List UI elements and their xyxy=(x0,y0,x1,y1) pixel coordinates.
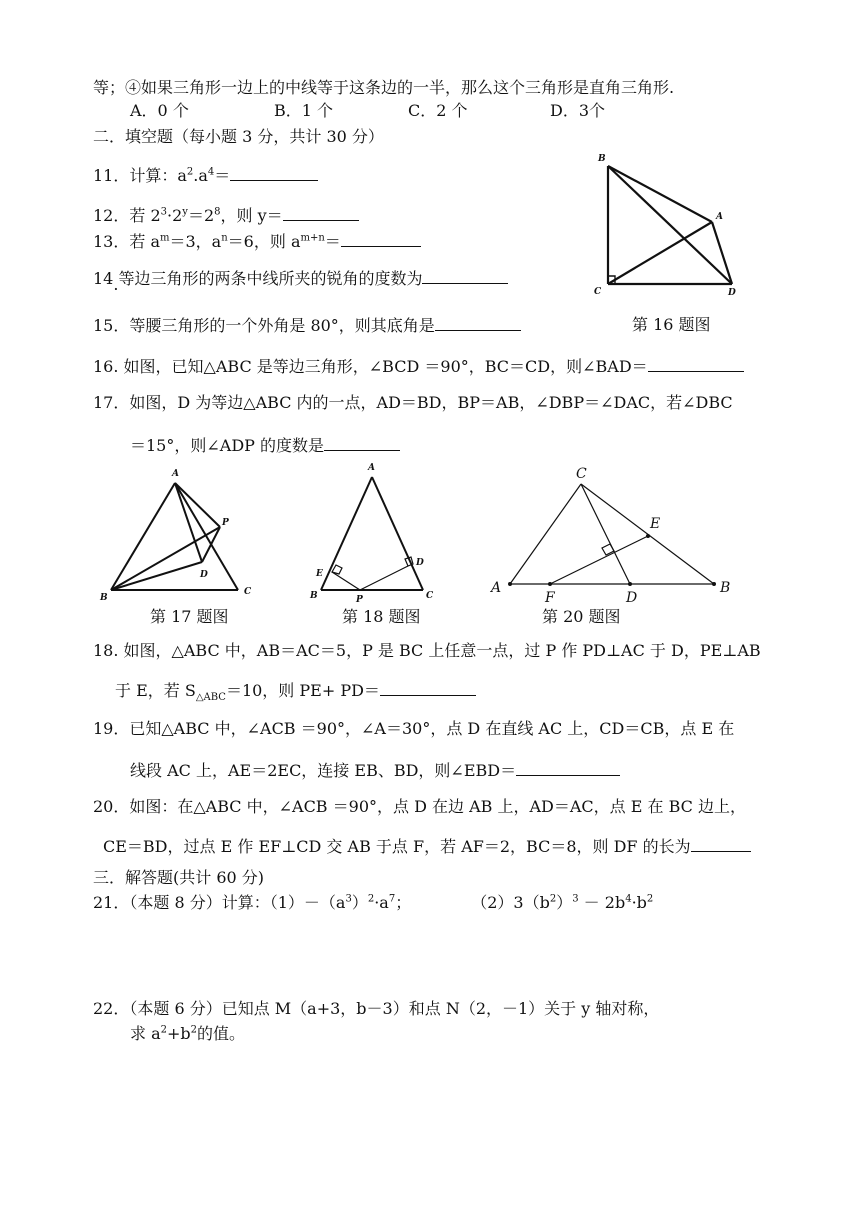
section-3-heading: 三．解答题(共计 60 分) xyxy=(93,868,265,887)
answer-blank xyxy=(422,268,508,284)
answer-blank xyxy=(380,680,476,696)
question-21: 21．（本题 8 分）计算：$(1)-(a^3)^2\cdot a^7$； $(2)3(b^2)^3 - 2b^4\cdot b^2$ xyxy=(93,893,654,912)
label-b: B xyxy=(720,580,731,596)
q10-option-a: A．0 个 xyxy=(130,101,189,120)
segment-ef xyxy=(550,536,648,584)
answer-blank xyxy=(324,435,400,451)
answer-blank xyxy=(691,836,751,852)
figure-20 xyxy=(488,462,748,606)
question-18-line2: 于 E，若 $S_{\triangle ABC}=10$，则 PE+ PD＝ xyxy=(115,680,476,701)
q10-option-c: C．2 个 xyxy=(408,101,468,120)
segment-pe xyxy=(332,572,360,590)
label-d: D xyxy=(626,590,638,606)
label-a: A xyxy=(172,469,179,479)
question-14: 14.等边三角形的两条中线所夹的锐角的度数为 xyxy=(93,268,508,289)
label-f: F xyxy=(545,590,555,606)
question-22-line2: 求 $a^2+b^2$的值。 xyxy=(130,1024,246,1043)
answer-blank xyxy=(435,315,521,331)
figure-17 xyxy=(96,465,261,605)
caption-fig16: 第 16 题图 xyxy=(632,315,711,334)
label-p: P xyxy=(356,595,363,605)
question-17-line2: ＝15°，则∠ADP 的度数是 xyxy=(130,435,400,456)
segment-ba xyxy=(608,166,712,222)
segment-pd xyxy=(360,566,408,590)
label-b: B xyxy=(310,591,318,601)
label-b: B xyxy=(100,593,108,603)
answer-blank xyxy=(648,356,744,372)
figure-16 xyxy=(590,150,750,300)
label-a: A xyxy=(491,580,502,596)
q10-option-d: D．3个 xyxy=(550,101,606,120)
label-e: E xyxy=(316,569,323,579)
label-a: A xyxy=(716,212,723,222)
question-12: 12．若 $2^3\cdot 2^y=2^8$，则 y＝ xyxy=(93,205,359,226)
caption-fig17: 第 17 题图 xyxy=(150,607,229,626)
label-a: A xyxy=(368,463,375,473)
answer-blank xyxy=(230,165,318,181)
segment-ac xyxy=(510,484,581,584)
right-angle-mark-e xyxy=(332,565,342,574)
label-p: P xyxy=(222,518,229,528)
question-22-line1: 22．（本题 6 分）已知点 M（a+3，b－3）和点 N（2，－1）关于 y 轴对称， xyxy=(93,999,660,1018)
segment-ca xyxy=(608,222,712,284)
label-c: C xyxy=(244,587,252,597)
answer-blank xyxy=(516,760,620,776)
segment-cd xyxy=(581,484,630,584)
label-d: D xyxy=(200,570,208,580)
question-15: 15．等腰三角形的一个外角是 80°，则其底角是 xyxy=(93,315,521,336)
question-16: 16. 如图，已知△ABC 是等边三角形，∠BCD ＝90°，BC＝CD，则∠BAD＝ xyxy=(93,356,744,377)
label-e: E xyxy=(650,516,661,532)
question-17-line1: 17．如图，D 为等边△ABC 内的一点，AD＝BD，BP＝AB，∠DBP＝∠DAC，若∠DBC xyxy=(93,393,733,412)
caption-fig20: 第 20 题图 xyxy=(542,607,621,626)
segment-cb xyxy=(581,484,714,584)
question-13: 13．若 $a^m=3$，$a^n=6$，则 $a^{m+n}=$ xyxy=(93,231,421,252)
q10-option-b: B．1 个 xyxy=(274,101,334,120)
label-c: C xyxy=(594,287,602,297)
label-c: C xyxy=(426,591,434,601)
question-19-line1: 19．已知△ABC 中，∠ACB ＝90°，∠A＝30°，点 D 在直线 AC 上，CD＝CB，点 E 在 xyxy=(93,719,735,738)
label-d: D xyxy=(728,288,736,298)
question-20-line1: 20．如图：在△ABC 中，∠ACB ＝90°，点 D 在边 AB 上，AD＝AC，点 E 在 BC 边上， xyxy=(93,797,746,816)
question-19-line2: 线段 AC 上，AE＝2EC，连接 EB、BD，则∠EBD＝ xyxy=(130,760,620,781)
answer-blank xyxy=(341,231,421,247)
answer-blank xyxy=(283,205,359,221)
question-20-line2: CE＝BD，过点 E 作 EF⊥CD 交 AB 于点 F，若 AF＝2，BC＝8，则 DF 的长为 xyxy=(103,836,751,857)
figure-18 xyxy=(306,462,436,605)
label-b: B xyxy=(598,154,606,164)
segment-ab xyxy=(321,477,372,590)
caption-fig18: 第 18 题图 xyxy=(342,607,421,626)
label-c: C xyxy=(576,466,587,482)
section-2-heading: 二．填空题（每小题 3 分，共计 30 分） xyxy=(93,127,384,146)
label-d: D xyxy=(416,558,424,568)
question-18-line1: 18. 如图，△ABC 中，AB＝AC＝5，P 是 BC 上任意一点，过 P 作 PD⊥AC 于 D，PE⊥AB xyxy=(93,641,761,660)
question-11: 11．计算：$a^2.a^4=$ xyxy=(93,165,318,186)
segment-ac xyxy=(372,477,423,590)
q10-text: 等；④如果三角形一边上的中线等于这条边的一半，那么这个三角形是直角三角形. xyxy=(93,78,675,97)
